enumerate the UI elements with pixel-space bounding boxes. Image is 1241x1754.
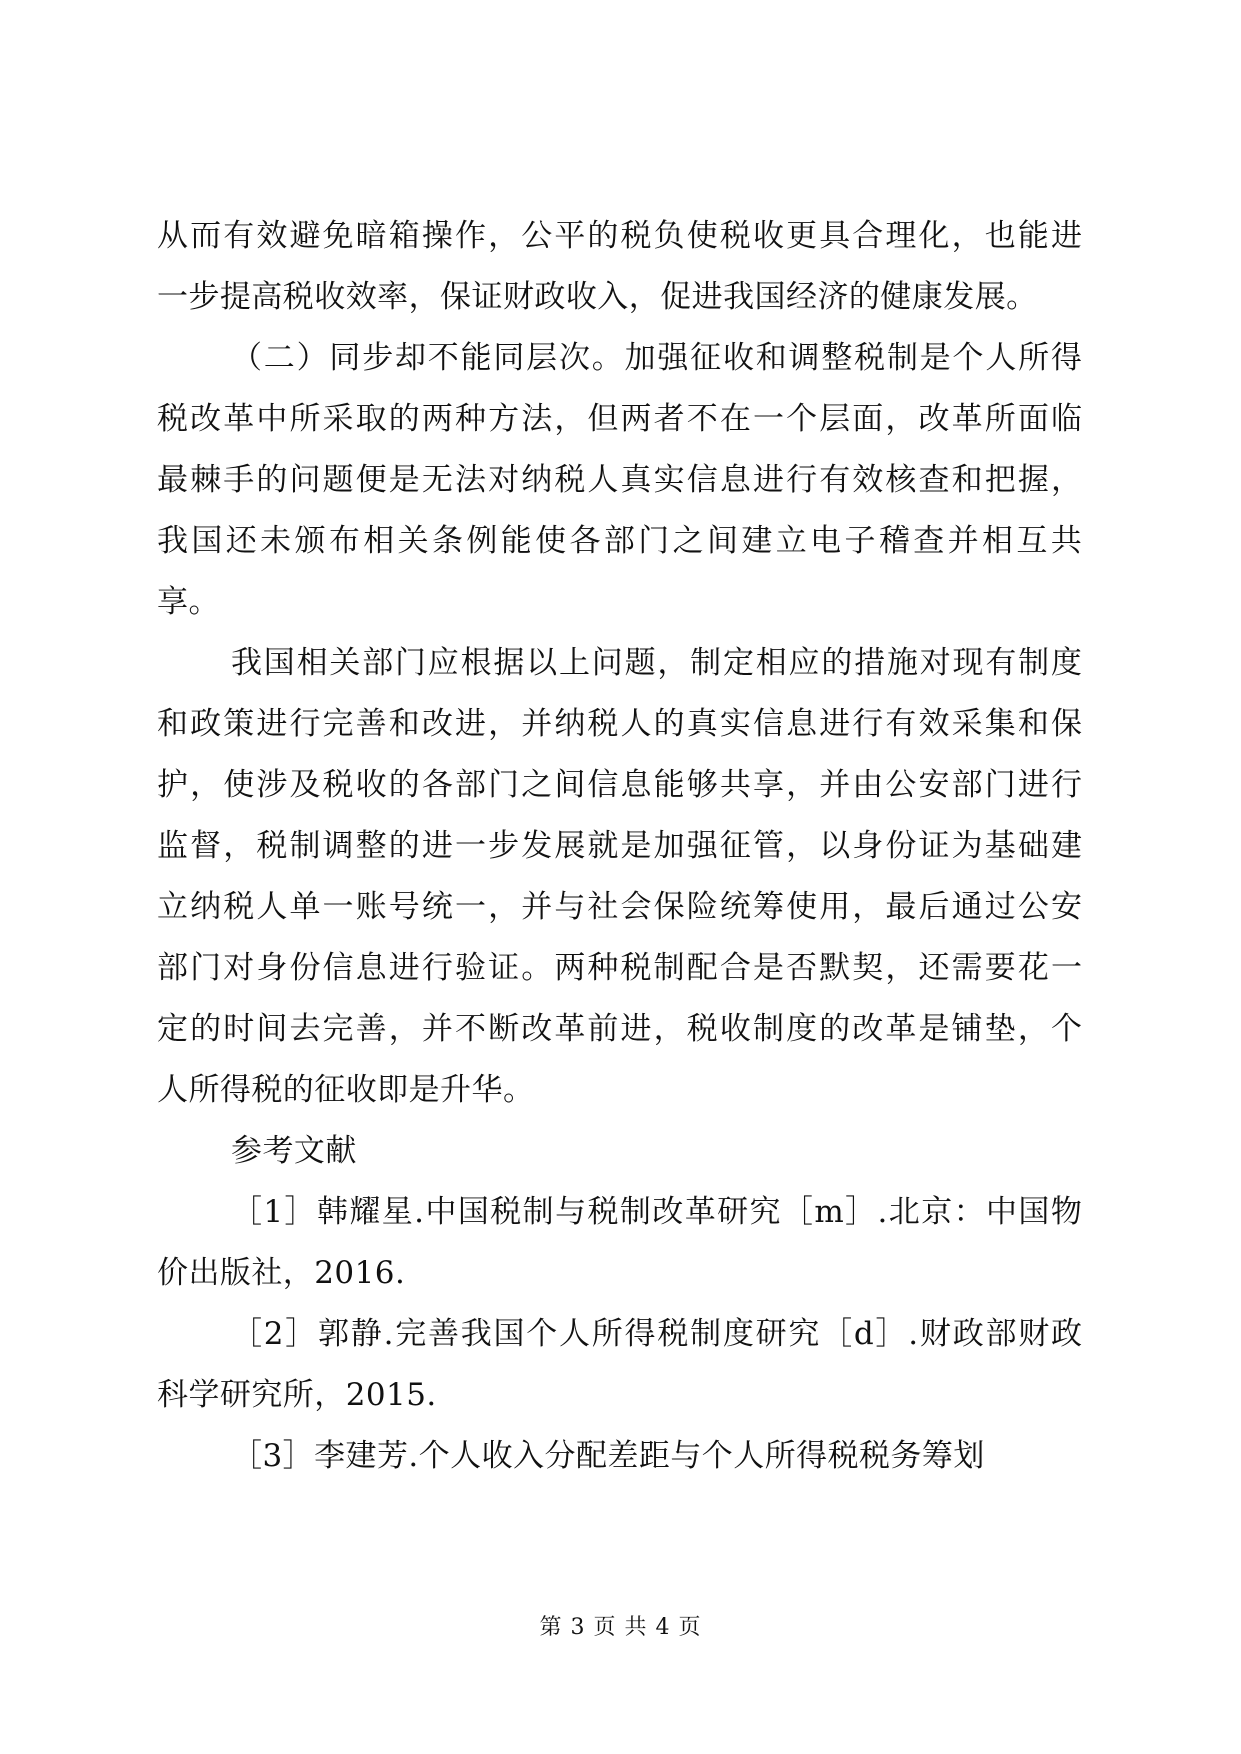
text-line: ［ 2 ］ 郭 静 . 完 善 我 国 个 人 所 得 税 制 度 研 究 ［ d ］ . 财 政 部 财 政 bbox=[231, 1316, 1082, 1352]
paragraph bbox=[157, 633, 1082, 1121]
paragraph bbox=[157, 206, 1082, 328]
text-line: 参考文献 bbox=[231, 1133, 357, 1169]
text-line: 享。 bbox=[157, 584, 220, 620]
text-line: 人所得税的征收即是升华。 bbox=[157, 1072, 535, 1108]
text-line: 税 改 革 中 所 采 取 的 两 种 方 法 ， 但 两 者 不 在 一 个 层 面 ， 改 革 所 面 临 bbox=[157, 401, 1082, 437]
text-line: ［3］李建芳.个人收入分配差距与个人所得税税务筹划 bbox=[231, 1438, 985, 1474]
text-line: 立 纳 税 人 单 一 账 号 统 一 ， 并 与 社 会 保 险 统 筹 使 用 ， 最 后 通 过 公 安 bbox=[157, 889, 1082, 925]
paragraph bbox=[157, 1121, 1082, 1182]
text-line: 定 的 时 间 去 完 善 ， 并 不 断 改 革 前 进 ， 税 收 制 度 的 改 革 是 铺 垫 ， 个 bbox=[157, 1011, 1082, 1047]
text-line: 护 ， 使 涉 及 税 收 的 各 部 门 之 间 信 息 能 够 共 享 ， 并 由 公 安 部 门 进 行 bbox=[157, 767, 1082, 803]
paragraph bbox=[157, 1304, 1082, 1426]
text-line: 和 政 策 进 行 完 善 和 改 进 ， 并 纳 税 人 的 真 实 信 息 进 行 有 效 采 集 和 保 bbox=[157, 706, 1082, 742]
text-line: 从 而 有 效 避 免 暗 箱 操 作 ， 公 平 的 税 负 使 税 收 更 具 合 理 化 ， 也 能 进 bbox=[157, 218, 1082, 254]
paragraph bbox=[157, 1182, 1082, 1304]
paragraph bbox=[157, 328, 1082, 633]
text-line: ［ 1 ］ 韩 耀 星 . 中 国 税 制 与 税 制 改 革 研 究 ［ m ］ . 北 京 ： 中 国 物 bbox=[231, 1194, 1082, 1230]
text-line: 最 棘 手 的 问 题 便 是 无 法 对 纳 税 人 真 实 信 息 进 行 有 效 核 查 和 把 握 ， bbox=[157, 462, 1082, 498]
body-text bbox=[157, 206, 1082, 1487]
text-line: 我 国 还 未 颁 布 相 关 条 例 能 使 各 部 门 之 间 建 立 电 子 稽 查 并 相 互 共 bbox=[157, 523, 1082, 559]
paragraph bbox=[157, 1426, 1082, 1487]
text-line: 科学研究所，2015. bbox=[157, 1377, 437, 1413]
text-line: 一步提高税收效率，保证财政收入，促进我国经济的健康发展。 bbox=[157, 279, 1038, 315]
page-footer: 第 3 页 共 4 页 bbox=[539, 1615, 702, 1640]
text-line: 我 国 相 关 部 门 应 根 据 以 上 问 题 ， 制 定 相 应 的 措 施 对 现 有 制 度 bbox=[231, 645, 1082, 681]
text-line: （ 二 ） 同 步 却 不 能 同 层 次 。 加 强 征 收 和 调 整 税 制 是 个 人 所 得 bbox=[231, 340, 1082, 376]
text-line: 价出版社，2016. bbox=[157, 1255, 406, 1291]
text-line: 部 门 对 身 份 信 息 进 行 验 证 。 两 种 税 制 配 合 是 否 默 契 ， 还 需 要 花 一 bbox=[157, 950, 1082, 986]
text-line: 监 督 ， 税 制 调 整 的 进 一 步 发 展 就 是 加 强 征 管 ， 以 身 份 证 为 基 础 建 bbox=[157, 828, 1082, 864]
